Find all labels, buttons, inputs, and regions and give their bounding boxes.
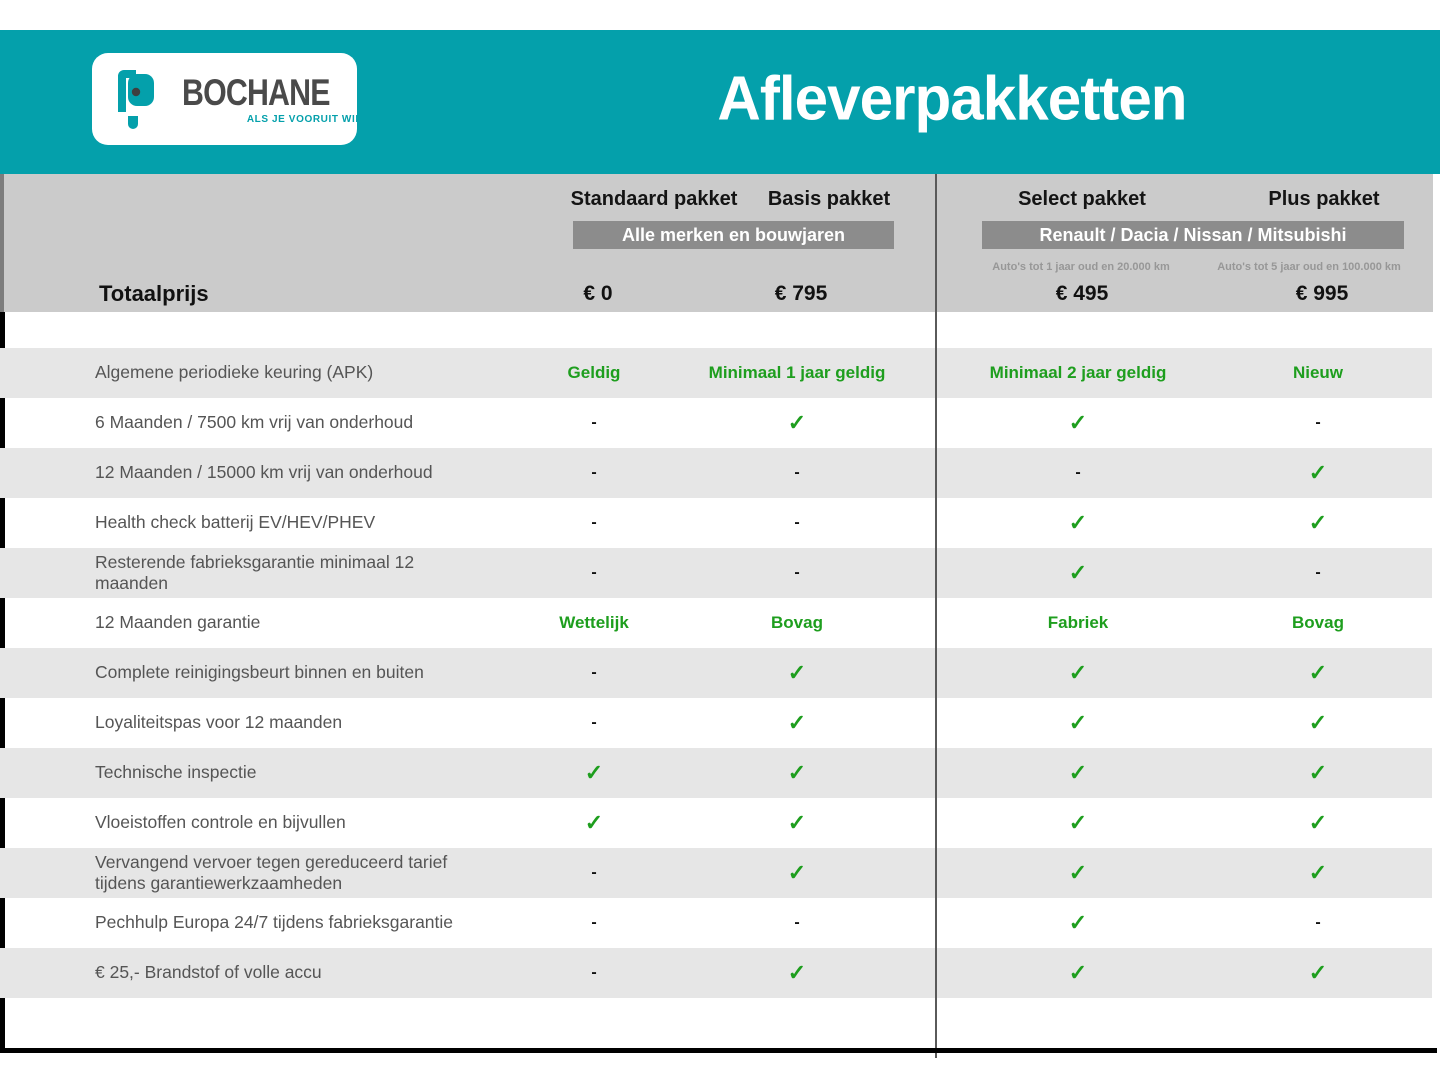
feature-row: [0, 448, 1432, 498]
note-select: Auto's tot 1 jaar oud en 20.000 km: [992, 261, 1170, 273]
check-icon: ✓: [787, 860, 807, 885]
feature-label: Loyaliteitspas voor 12 maanden: [95, 712, 343, 733]
price-select: € 495: [1055, 282, 1109, 305]
dash-mark: -: [794, 564, 800, 581]
check-icon: ✓: [1308, 960, 1328, 985]
page-title: Afleverpakketten: [717, 64, 1187, 134]
check-icon: ✓: [1308, 860, 1328, 885]
brands-badge-all: Alle merken en bouwjaren: [573, 221, 894, 249]
feature-row: [0, 598, 1432, 648]
check-icon: ✓: [1068, 760, 1088, 785]
dash-mark: -: [794, 914, 800, 931]
feature-label: Pechhulp Europa 24/7 tijdens fabrieksgarantie: [95, 912, 454, 933]
price-basis: € 795: [774, 282, 828, 305]
dash-mark: -: [591, 664, 597, 681]
check-icon: ✓: [584, 810, 604, 835]
value-text: Geldig: [567, 363, 621, 382]
feature-label: Health check batterij EV/HEV/PHEV: [95, 512, 376, 533]
price-plus: € 995: [1295, 282, 1349, 305]
dash-mark: -: [1315, 414, 1321, 431]
feature-row: [0, 898, 1432, 948]
column-header-plus: Plus pakket: [1268, 188, 1380, 210]
feature-label: Technische inspectie: [95, 762, 257, 783]
value-text: Bovag: [771, 613, 823, 632]
check-icon: ✓: [1308, 510, 1328, 535]
feature-label: Vervangend vervoer tegen gereduceerd tarief tijdens garantiewerkzaamheden: [95, 851, 448, 893]
feature-row: [0, 698, 1432, 748]
dash-mark: -: [591, 964, 597, 981]
check-icon: ✓: [1068, 860, 1088, 885]
check-icon: ✓: [584, 760, 604, 785]
check-icon: ✓: [787, 810, 807, 835]
check-icon: ✓: [1308, 810, 1328, 835]
packages-header: [0, 174, 1433, 312]
note-plus: Auto's tot 5 jaar oud en 100.000 km: [1217, 261, 1401, 273]
check-icon: ✓: [1068, 810, 1088, 835]
check-icon: ✓: [1308, 460, 1328, 485]
table-bottom-border: [0, 1048, 1437, 1053]
dash-mark: -: [1075, 464, 1081, 481]
feature-row: [0, 548, 1432, 598]
feature-label: Resterende fabrieksgarantie minimaal 12 maanden: [95, 551, 415, 593]
logo-text: [182, 71, 363, 125]
dash-mark: -: [591, 864, 597, 881]
brands-badge-renault: Renault / Dacia / Nissan / Mitsubishi: [982, 221, 1404, 249]
check-icon: ✓: [787, 710, 807, 735]
price-standaard: € 0: [583, 282, 613, 305]
feature-row: [0, 848, 1432, 898]
bochane-logo: [92, 53, 363, 145]
feature-row: [0, 948, 1432, 998]
dash-mark: -: [591, 714, 597, 731]
check-icon: ✓: [787, 960, 807, 985]
header-bar: [0, 30, 1440, 174]
feature-row: [0, 348, 1432, 398]
check-icon: ✓: [787, 660, 807, 685]
feature-row: [0, 798, 1432, 848]
column-header-basis: Basis pakket: [767, 188, 891, 210]
check-icon: ✓: [1068, 510, 1088, 535]
feature-label: € 25,- Brandstof of volle accu: [95, 962, 322, 983]
value-text: Minimaal 2 jaar geldig: [989, 363, 1167, 382]
check-icon: ✓: [787, 410, 807, 435]
check-icon: ✓: [1068, 960, 1088, 985]
check-icon: ✓: [1308, 710, 1328, 735]
feature-label: 6 Maanden / 7500 km vrij van onderhoud: [95, 412, 414, 433]
dash-mark: -: [1315, 914, 1321, 931]
dash-mark: -: [794, 514, 800, 531]
feature-label: Vloeistoffen controle en bijvullen: [95, 812, 346, 833]
check-icon: ✓: [1068, 710, 1088, 735]
feature-label: 12 Maanden garantie: [95, 612, 261, 633]
feature-row: [0, 648, 1432, 698]
dash-mark: -: [591, 914, 597, 931]
value-text: Minimaal 1 jaar geldig: [708, 363, 886, 382]
column-header-select: Select pakket: [1018, 188, 1146, 210]
brand-tagline: ALS JE VOORUIT WIL: [246, 113, 363, 125]
check-icon: ✓: [1068, 910, 1088, 935]
dash-mark: -: [591, 414, 597, 431]
feature-table: [0, 348, 1432, 998]
check-icon: ✓: [787, 760, 807, 785]
value-text: Nieuw: [1292, 363, 1344, 382]
dash-mark: -: [591, 464, 597, 481]
brand-name: BOCHANE: [182, 71, 330, 113]
column-header-standaard: Standaard pakket: [570, 188, 738, 210]
feature-label: 12 Maanden / 15000 km vrij van onderhoud: [95, 462, 433, 483]
value-text: Fabriek: [1047, 613, 1109, 632]
feature-label: Complete reinigingsbeurt binnen en buiten: [95, 662, 424, 683]
value-text: Bovag: [1292, 613, 1344, 632]
dash-mark: -: [1315, 564, 1321, 581]
check-icon: ✓: [1308, 660, 1328, 685]
dash-mark: -: [794, 464, 800, 481]
check-icon: ✓: [1068, 660, 1088, 685]
value-text: Wettelijk: [559, 613, 629, 632]
check-icon: ✓: [1068, 560, 1088, 585]
feature-label: Algemene periodieke keuring (APK): [95, 362, 374, 383]
check-icon: ✓: [1308, 760, 1328, 785]
feature-row: [0, 498, 1432, 548]
dash-mark: -: [591, 564, 597, 581]
check-icon: ✓: [1068, 410, 1088, 435]
dash-mark: -: [591, 514, 597, 531]
bochane-logo-icon: [116, 66, 156, 132]
feature-row: [0, 398, 1432, 448]
total-price-label: Totaalprijs: [99, 281, 209, 306]
feature-row: [0, 748, 1432, 798]
package-group-divider: [935, 174, 937, 1058]
